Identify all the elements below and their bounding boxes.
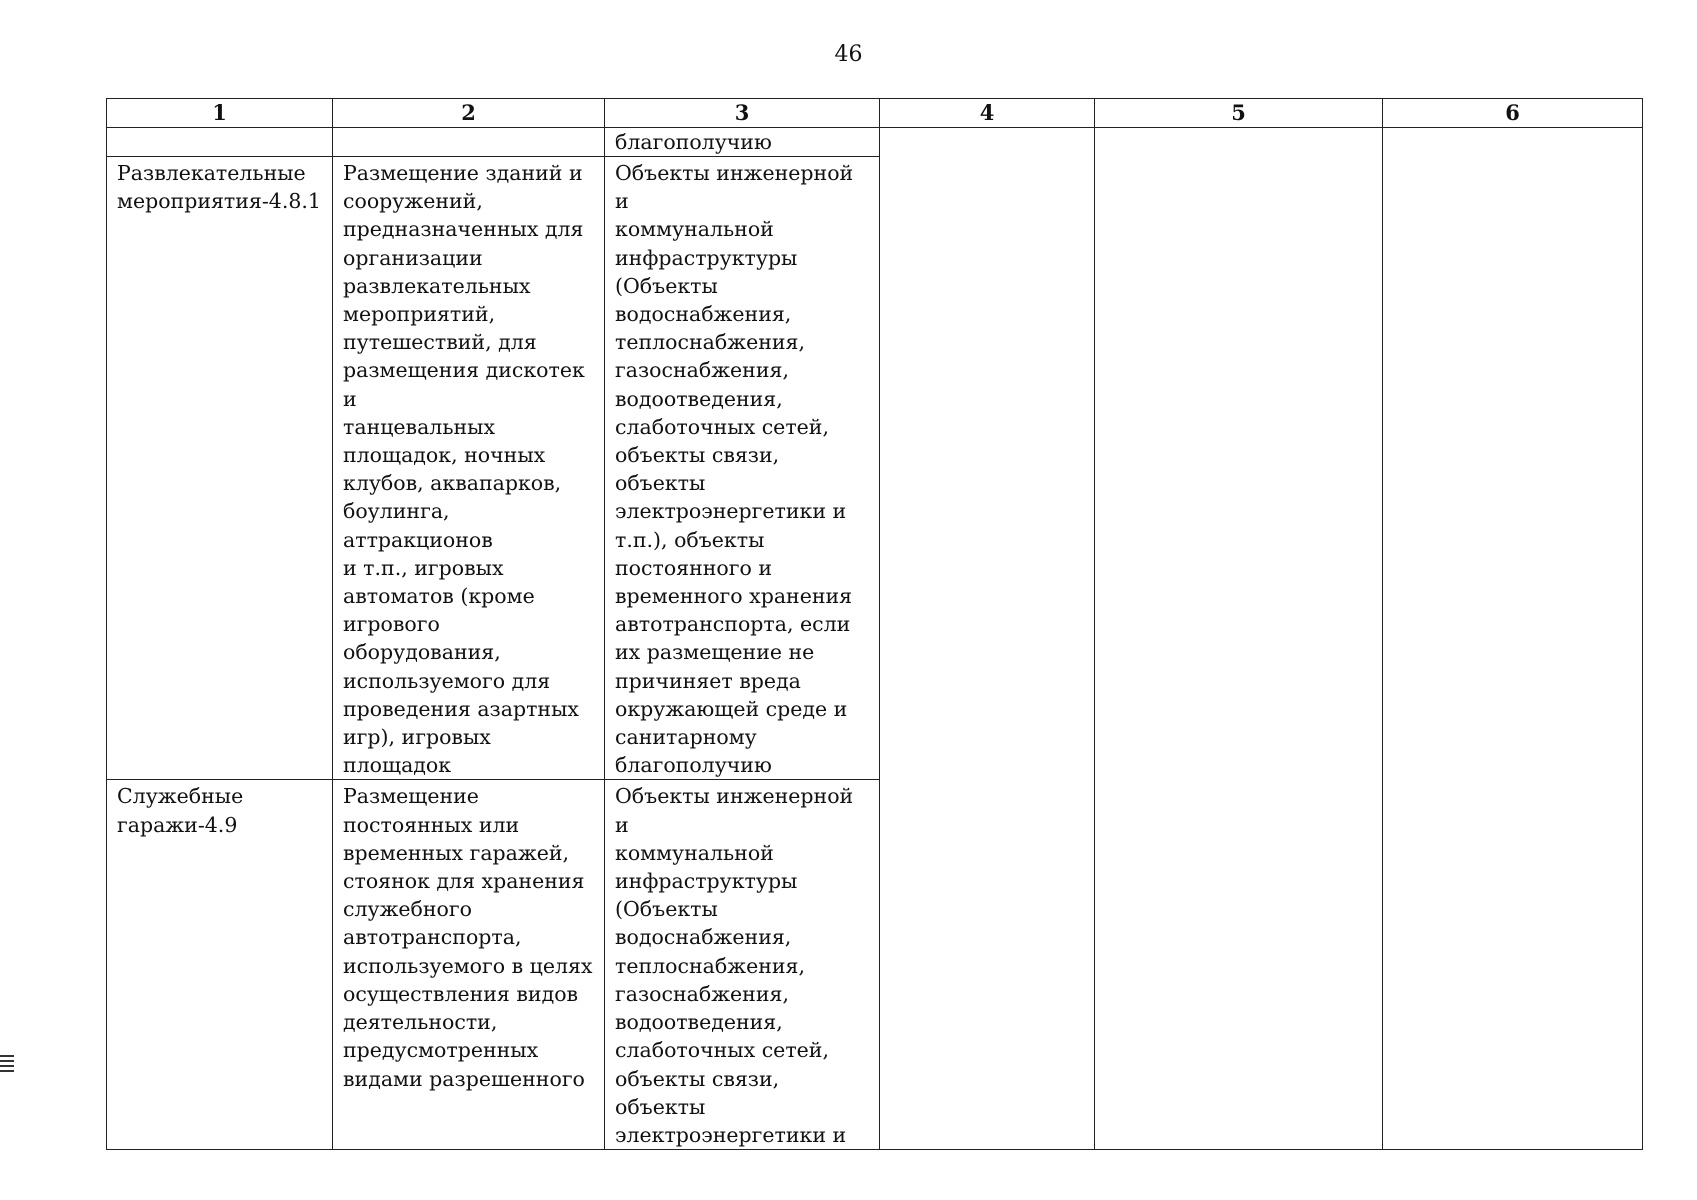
table-cell-use-description: Размещение зданий и сооружений, предназначенных для организации развлекательных мероприятий, путешествий, для размещения дискотек и танцевальных площадок, ночных клубов, аквапарков, боулинга, аттракционов и т.п., игровых автоматов (кроме игрового оборудования, используемого для проведения азартных игр), игровых площадок [333,157,605,780]
table-cell: благополучию [605,128,880,157]
table-cell-empty-col6 [1383,128,1643,1150]
table-cell-use-name: Развлекательные мероприятия-4.8.1 [107,157,333,780]
column-header-1: 1 [107,99,333,128]
permitted-use-table [106,98,1643,1150]
table-cell-empty-col4 [880,128,1095,1150]
page-number: 46 [834,42,863,67]
column-header-3: 3 [605,99,880,128]
table-cell-use-description: Размещение постоянных или временных гаражей, стоянок для хранения служебного автотранспорта, используемого в целях осуществления видов деятельности, предусмотренных видами разрешенного [333,780,605,1150]
table-cell-empty-col5 [1095,128,1383,1150]
table-cell [333,128,605,157]
table-cell-auxiliary-objects: Объекты инженерной и коммунальной инфраструктуры (Объекты водоснабжения, теплоснабжения, газоснабжения, водоотведения, слаботочных сетей, объекты связи, объекты электроэнергетики и т.п.), объекты постоянного и временного хранения автотранспорта, если их размещение не причиняет вреда окружающей среде и санитарному благополучию [605,157,880,780]
column-header-5: 5 [1095,99,1383,128]
column-header-2: 2 [333,99,605,128]
scan-edge-marks [0,1055,14,1075]
header-row [107,99,1643,128]
column-header-6: 6 [1383,99,1643,128]
table-row-continuation [107,128,1643,157]
table-cell [107,128,333,157]
column-header-4: 4 [880,99,1095,128]
table-cell-use-name: Служебные гаражи-4.9 [107,780,333,1150]
table-cell-auxiliary-objects: Объекты инженерной и коммунальной инфраструктуры (Объекты водоснабжения, теплоснабжения, газоснабжения, водоотведения, слаботочных сетей, объекты связи, объекты электроэнергетики и [605,780,880,1150]
